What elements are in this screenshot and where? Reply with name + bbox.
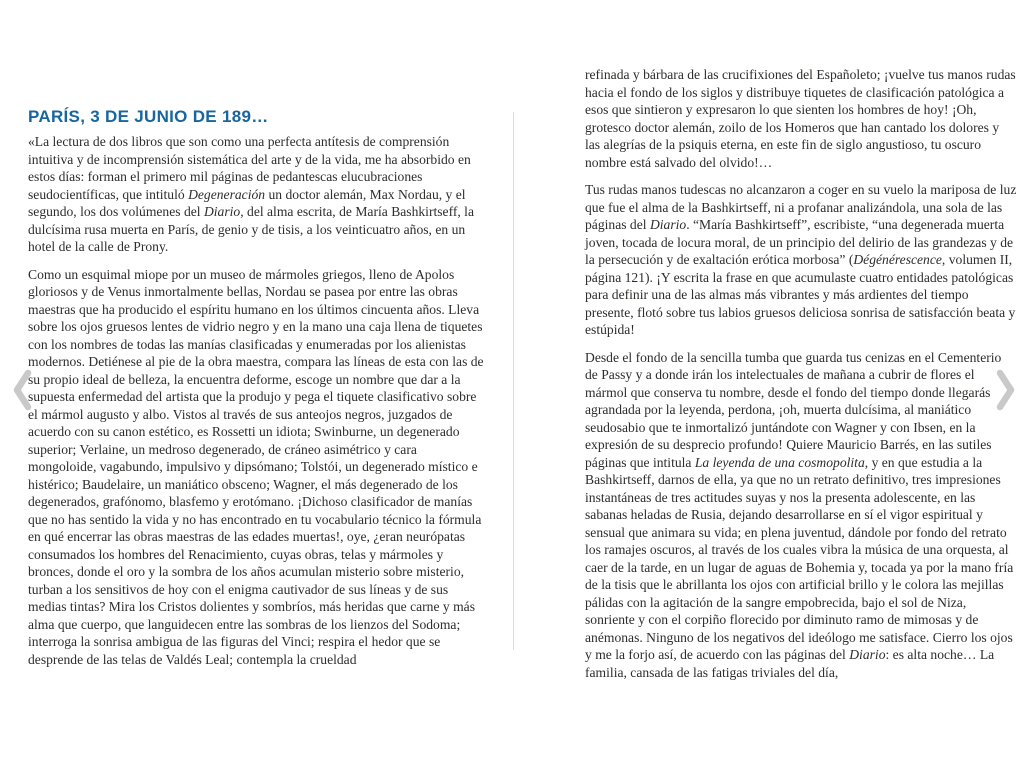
right-page-text — [585, 66, 1017, 681]
page-divider — [513, 112, 514, 650]
next-page-button[interactable] — [988, 366, 1022, 414]
right-page — [585, 66, 1017, 681]
chevron-right-icon — [993, 368, 1017, 412]
paragraph: Tus rudas manos tudescas no alcanzaron a coger en su vuelo la mariposa de luz que fue el alma de la Bashkirtseff, ni a profanar analizándola, una sola de las páginas del Diario. “María Bashkirtseff”, escribiste, “una degenerada muerta joven, tocada de locura moral, de un principio del delirio de las grandezas y de la persecución y de exaltación erótica morbosa” (Dégénérescence, volumen II, página 121). ¡Y escrita la frase en que acumulaste cuatro entidades patológicas para definir una de las almas más vibrantes y más ardientes del tiempo presente, flotó sobre tus labios gruesos deliciosa sonrisa de satisfacción beata y estúpida! — [585, 182, 1017, 337]
paragraph: Como un esquimal miope por un museo de mármoles griegos, lleno de Apolos gloriosos y de Venus inmortalmente bellas, Nordau se pasea por entre las obras maestras que ha producido el espíritu humano en los últimos cincuenta años. Lleva sobre los ojos gruesos lentes de vidrio negro y en la mano una caja llena de tiquetes con los nombres de todas las manías clasificadas y enumeradas por los alienistas modernos. Detiénese al pie de la obra maestra, compara las líneas de esta con las de su propio ideal de belleza, la encuentra deforme, escoge un nombre que dar a la supuesta enfermedad del artista que la produjo y pega el tiquete clasificativo sobre el mármol augusto y albo. Vistos al través de sus anteojos negros, juzgados de acuerdo con su canon estético, es Rossetti un idiota; Swinburne, un degenerado superior; Verlaine, un medroso degenerado, de cráneo asimétrico y cara mongoloide, vagabundo, impulsivo y dipsómano; Tolstói, un degenerado místico e histérico; Baudelaire, un maniático obsceno; Wagner, el más degenerado de los degenerados, grafónomo, blasfemo y erotómano. ¡Dichoso clasificador de manías que no has sentido la vida y no has encontrado en tu vocabulario técnico la fórmula en qué encerrar las obras maestras de las edades muertas!, oye, ¿eran neurópatas consumados los hombres del Renacimiento, cuyas obras, telas y mármoles y bronces, donde el oro y la sombra de los años acumulan misterio sobre misterio, turban a los sensitivos de hoy con el enigma cautivador de sus líneas y de sus medias tintas? Mira los Cristos dolientes y sombríos, más heridas que carne y más alma que cuerpo, que languidecen entre las sombras de los lienzos del Sodoma; interroga la sonrisa ambigua de las figuras del Vinci; respira el hedor que se desprende de las telas de Valdés Leal; contempla la crueldad — [28, 266, 484, 667]
page-title: PARÍS, 3 DE JUNIO DE 189… — [28, 107, 269, 126]
left-page — [28, 106, 488, 668]
paragraph: refinada y bárbara de las crucifixiones del Españoleto; ¡vuelve tus manos rudas hacia el fondo de los siglos y distribuye tiquetes de clasificación patológica a esos que sintieron y expresaron lo que sienten los hombres de hoy! ¡Oh, grotesco doctor alemán, zoilo de los Homeros que han cantado los dolores y las alegrías de la psiquis eterna, en este fin de siglo angustioso, tu oscuro nombre está salvado del olvido!… — [585, 67, 1016, 170]
paragraph: Desde el fondo de la sencilla tumba que guarda tus cenizas en el Cementerio de Passy y a donde irán los intelectuales de mañana a cubrir de flores el mármol que conserva tu nombre, desde el fondo del tiempo donde llegarás agrandada por la leyenda, perdona, ¡oh, muerta dulcísima, al maniático seudosabio que te inmortalizó juntándote con Wagner y con Ibsen, en la expresión de su desprecio profundo! Quiere Mauricio Barrés, en las sutiles páginas que intitula La leyenda de una cosmopolita, y en que estudia a la Bashkirtseff, darnos de ella, ya que no un retrato definitivo, tres impresiones instantáneas de tres actitudes suyas y nos la presenta adolescente, en las sabanas heladas de Rusia, dejando desarrollarse en sí el vigor espiritual y sensual que animara su vida; en plena juventud, dándole por fondo del retrato los ramajes oscuros, al través de los cuales vibra la música de una orquesta, al caer de la tarde, en un lugar de aguas de Bohemia y, tocada ya por la mano fría de la tisis que le abrillanta los ojos con artificial brillo y le colora las mejillas pálidas con la agitación de la sangre empobrecida, bajo el sol de Niza, sonriente y con el corpiño florecido por diminuto ramo de mimosas y de anémonas. Ninguno de los negativos del ideólogo me satisface. Cierro los ojos y me la forjo así, de acuerdo con las páginas del Diario: es alta noche… La familia, cansada de las fatigas triviales del día, — [585, 349, 1014, 680]
paragraph: «La lectura de dos libros que son como una perfecta antítesis de comprensión intuitiva y de incomprensión sistemática del arte y de la vida, me ha absorbido en estos días: forman el primero mil páginas de pedantescas elucubraciones seudocientíficas, que intituló Degeneración un doctor alemán, Max Nordau, y el segundo, los dos volúmenes del Diario, del alma escrita, de María Bashkirtseff, la dulcísima rusa muerta en París, de genio y de tisis, a los veinticuatro años, en un hotel de la calle de Prony. — [28, 134, 474, 254]
left-page-text — [28, 133, 488, 668]
